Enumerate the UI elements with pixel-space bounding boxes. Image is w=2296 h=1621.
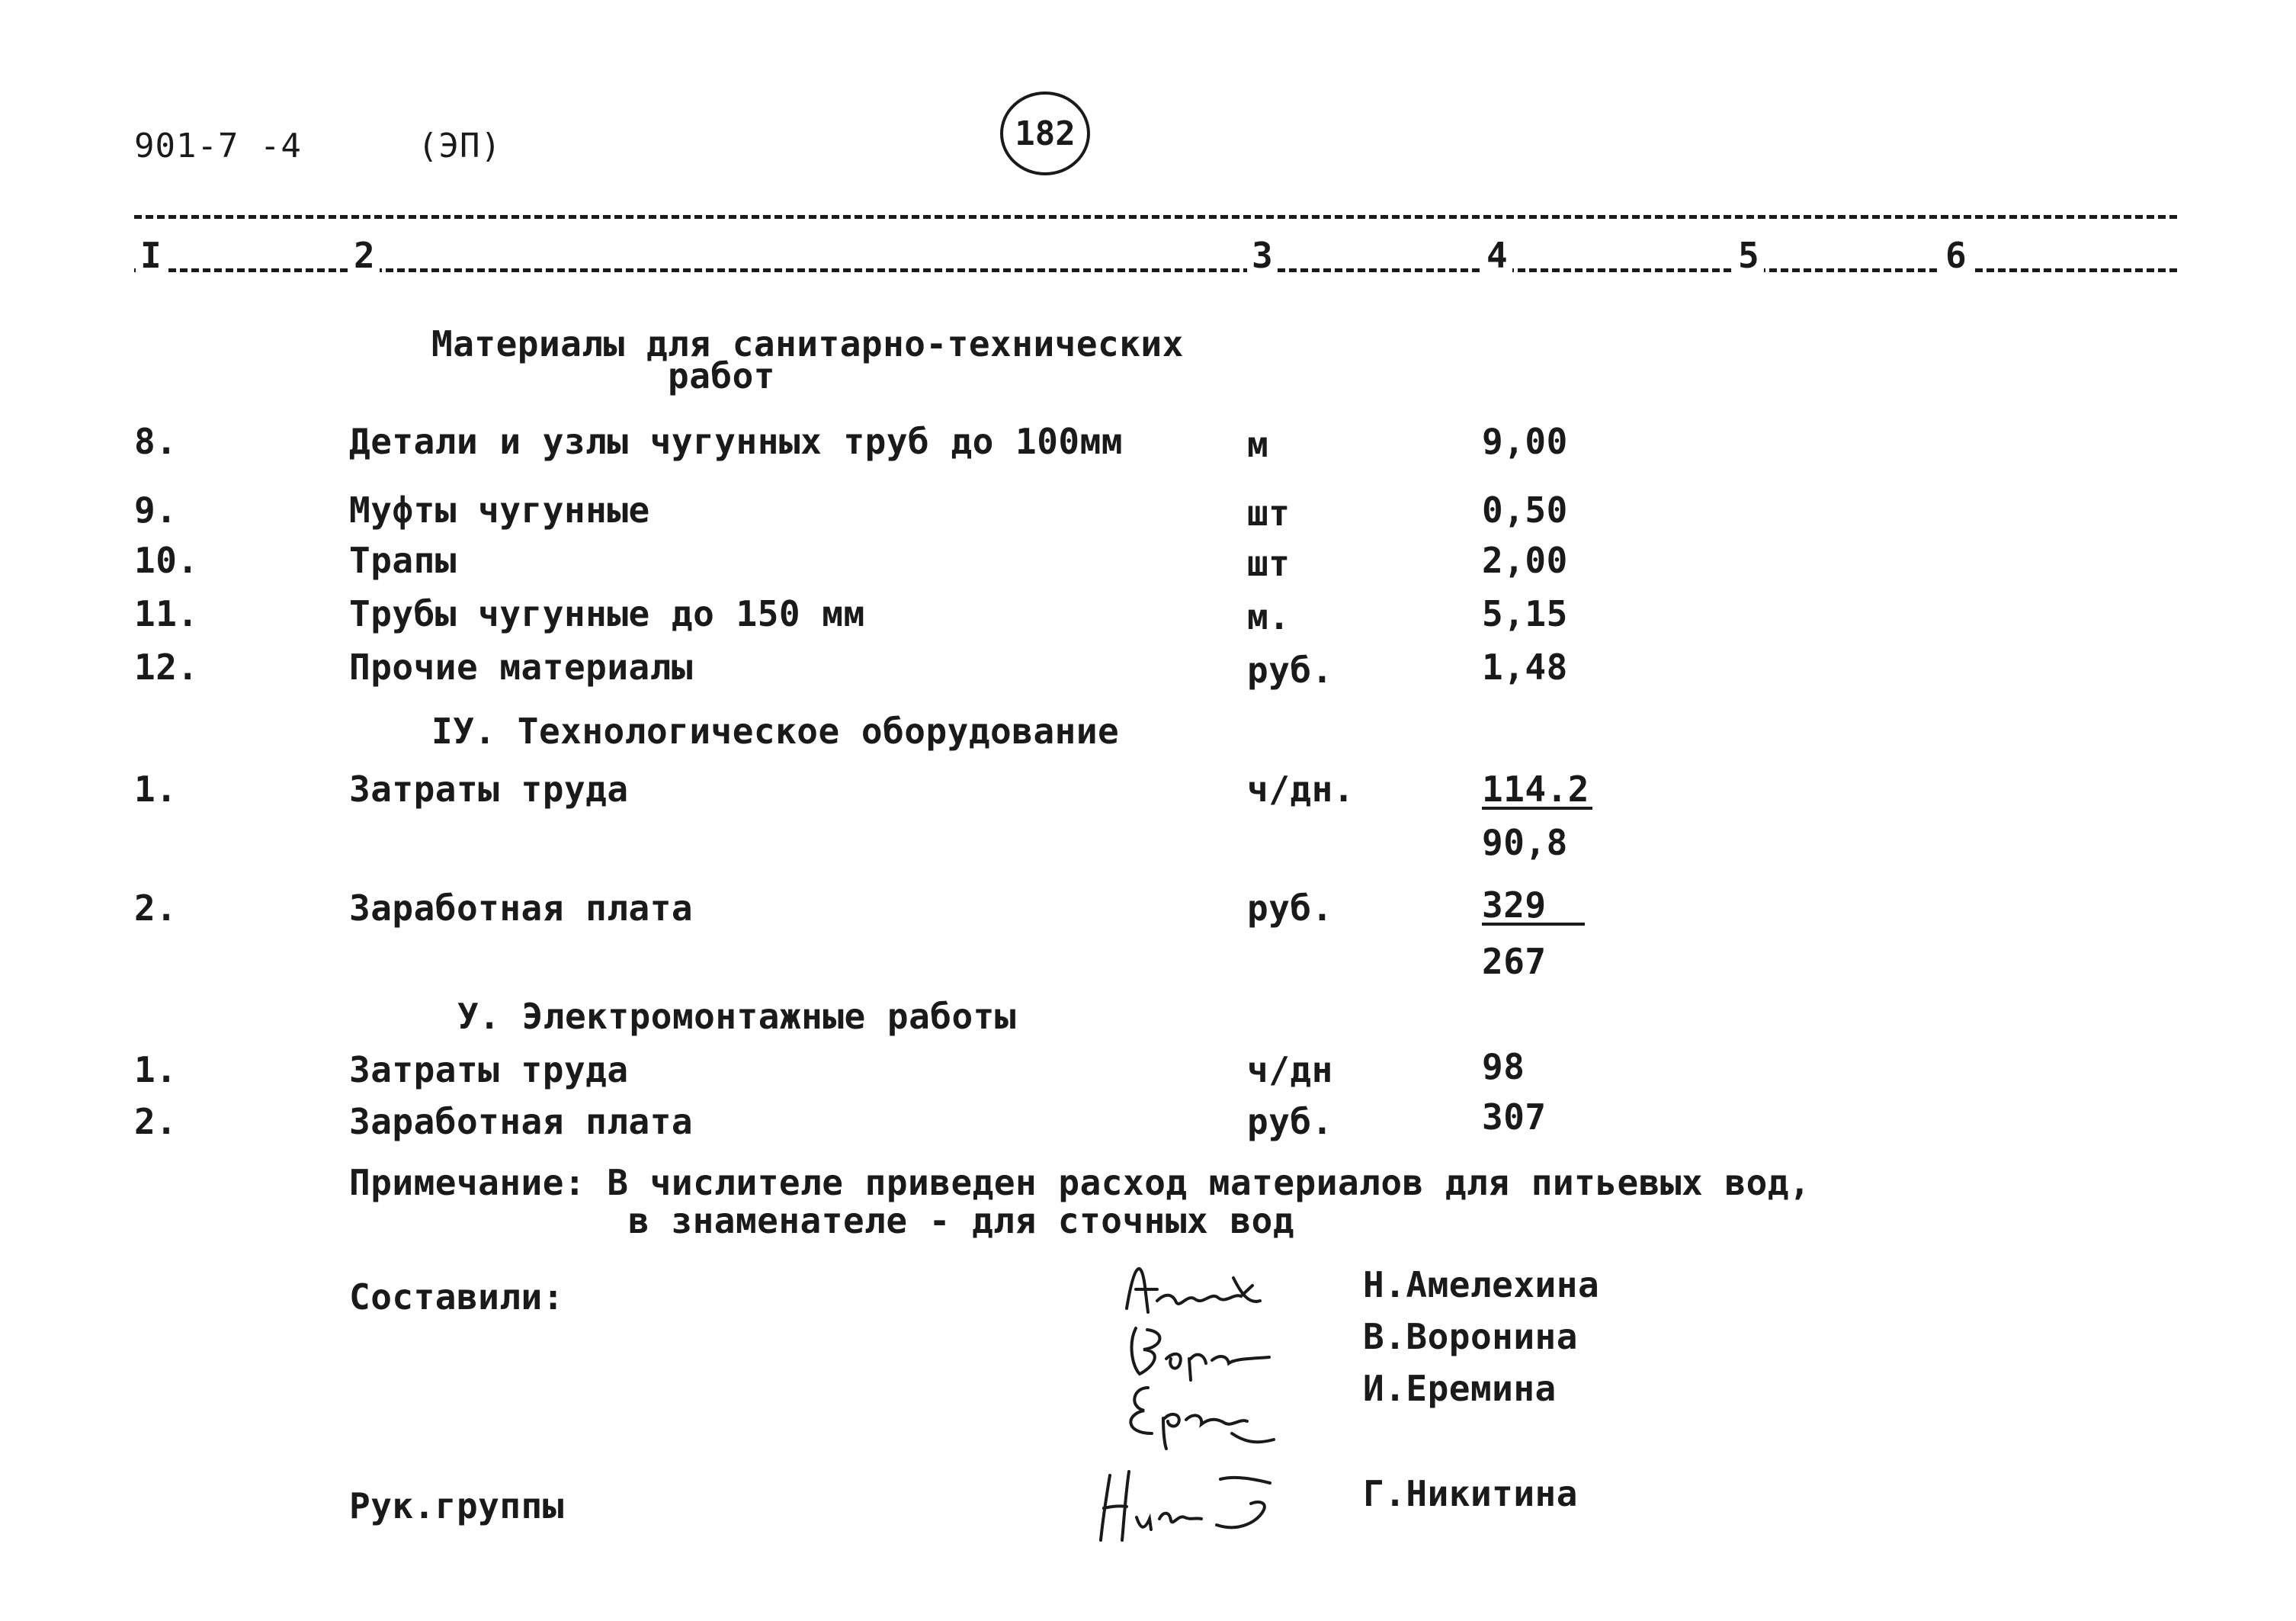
row-unit: ч/дн xyxy=(1247,1049,1333,1090)
section-materials-title-1: Материалы для санитарно-технических xyxy=(431,323,1184,364)
compiler-name-voronina: В.Воронина xyxy=(1363,1316,1578,1357)
row-value: 98 xyxy=(1482,1046,1525,1087)
row-number: 2. xyxy=(134,888,178,929)
row-name: Затраты труда xyxy=(349,1049,629,1090)
row-number: 9. xyxy=(134,490,178,531)
signature-amelekhina xyxy=(1119,1247,1287,1324)
row-unit: руб. xyxy=(1247,1101,1333,1142)
compiler-name-eremina: И.Еремина xyxy=(1363,1368,1557,1409)
column-number-2: 2 xyxy=(349,235,380,276)
row-number: 2. xyxy=(134,1101,178,1142)
row-unit: м xyxy=(1247,424,1269,465)
row-name: Заработная плата xyxy=(349,1101,694,1142)
note-line-2: в знаменателе - для сточных вод xyxy=(628,1200,1295,1241)
row-name: Прочие материалы xyxy=(349,647,694,688)
header-dash-line-top xyxy=(134,215,2177,219)
row-value-numerator: 114.2 xyxy=(1482,772,1592,810)
row-number: 1. xyxy=(134,769,178,810)
row-name: Муфты чугунные xyxy=(349,490,650,531)
group-head-name: Г.Никитина xyxy=(1363,1473,1578,1514)
row-number: 8. xyxy=(134,421,178,462)
row-number: 1. xyxy=(134,1049,178,1090)
compiled-by-label: Составили: xyxy=(349,1276,564,1318)
row-value-denominator: 267 xyxy=(1482,941,1547,982)
compiler-name-amelekhina: Н.Амелехина xyxy=(1363,1264,1600,1305)
row-value: 1,48 xyxy=(1482,647,1568,688)
signature-eremina xyxy=(1118,1372,1285,1456)
column-number-6: 6 xyxy=(1941,235,1971,276)
section-materials-title-2: работ xyxy=(668,355,775,396)
row-name: Заработная плата xyxy=(349,888,694,929)
column-number-1: I xyxy=(136,235,166,276)
header-dash-line-bottom xyxy=(134,268,2177,272)
row-number: 11. xyxy=(134,593,199,634)
section-electric-title: У. Электромонтажные работы xyxy=(457,996,1017,1037)
row-number: 10. xyxy=(134,540,199,581)
row-name: Детали и узлы чугунных труб до 100мм xyxy=(349,421,1123,462)
row-value: 0,50 xyxy=(1482,490,1568,531)
group-head-label: Рук.группы xyxy=(349,1485,564,1526)
page-number: 182 xyxy=(1000,91,1090,175)
row-value: 9,00 xyxy=(1482,421,1568,462)
document-code: 901-7 -4 xyxy=(134,127,302,165)
row-unit: шт xyxy=(1247,543,1291,584)
row-value-denominator: 90,8 xyxy=(1482,822,1568,863)
row-number: 12. xyxy=(134,647,199,688)
row-value: 2,00 xyxy=(1482,540,1568,581)
column-number-3: 3 xyxy=(1247,235,1278,276)
row-name: Трубы чугунные до 150 мм xyxy=(349,593,865,634)
document-part: (ЭП) xyxy=(418,127,502,165)
column-number-5: 5 xyxy=(1733,235,1764,276)
row-name: Затраты труда xyxy=(349,769,629,810)
signature-nikitina xyxy=(1087,1464,1293,1548)
row-unit: руб. xyxy=(1247,650,1333,691)
row-value: 307 xyxy=(1482,1096,1547,1138)
section-tech-title: IУ. Технологическое оборудование xyxy=(431,711,1120,752)
row-value: 5,15 xyxy=(1482,593,1568,634)
row-unit: руб. xyxy=(1247,888,1333,929)
row-unit: шт xyxy=(1247,493,1291,534)
note-line-1: Примечание: В числителе приведен расход материалов для питьевых вод, xyxy=(349,1162,1811,1203)
row-name: Трапы xyxy=(349,540,457,581)
column-number-4: 4 xyxy=(1482,235,1512,276)
row-value-numerator: 329 xyxy=(1482,888,1585,926)
row-unit: м. xyxy=(1247,596,1291,637)
row-unit: ч/дн. xyxy=(1247,769,1355,810)
